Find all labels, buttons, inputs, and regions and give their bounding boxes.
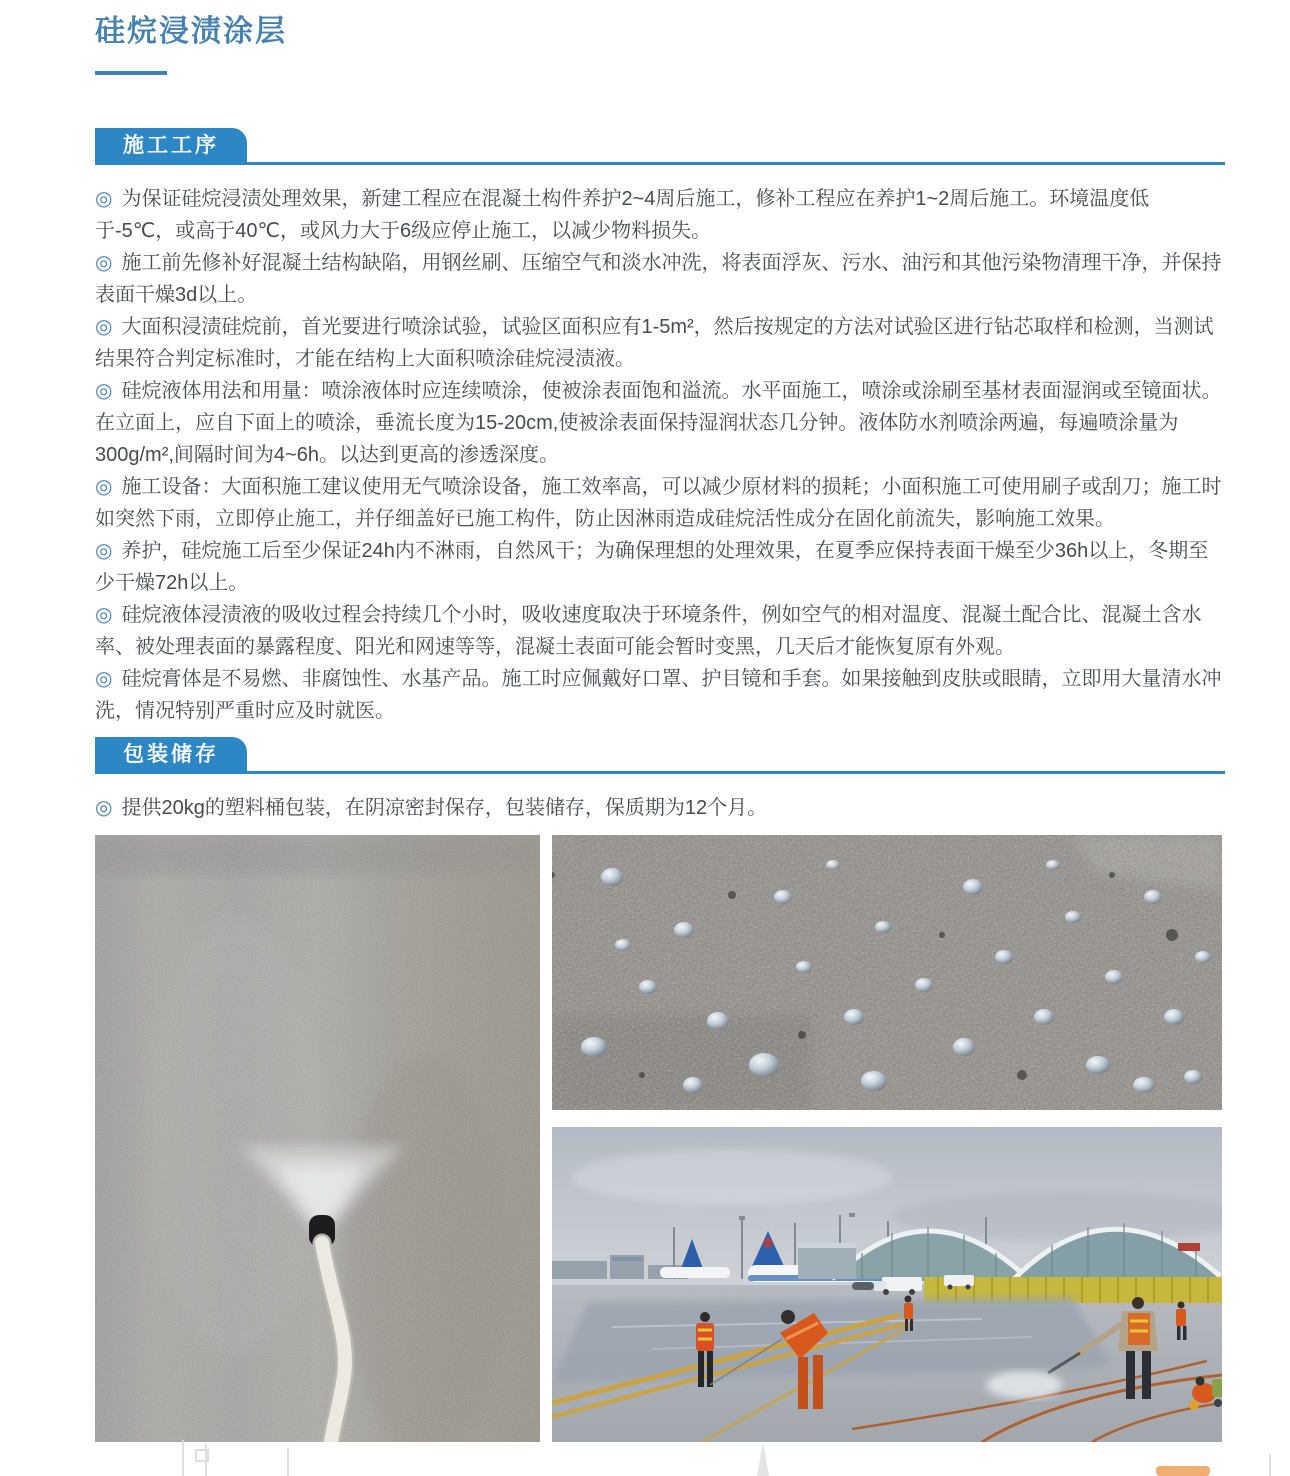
storage-bullet-list: [95, 792, 1225, 824]
bullet-text: 养护，硅烷施工后至少保证24h内不淋雨，自然风干；为确保理想的处理效果，在夏季应保持表面干燥至少36h以上，冬期至少干燥72h以上。: [95, 540, 1209, 594]
photo-column-right: [552, 835, 1222, 1442]
bullet-marker-icon: ◎: [95, 797, 113, 819]
bullet-marker-icon: ◎: [95, 540, 113, 562]
list-item: [95, 375, 1225, 471]
list-item: [95, 663, 1225, 727]
section-header-storage: [95, 737, 1225, 774]
bullet-marker-icon: ◎: [95, 380, 113, 402]
watermark-logo-fragment: [1156, 1466, 1210, 1476]
bullet-marker-icon: ◎: [95, 316, 113, 338]
bullet-marker-icon: ◎: [95, 668, 113, 690]
bullet-text: 为保证硅烷浸渍处理效果，新建工程应在混凝土构件养护2~4周后施工，修补工程应在养护1~2周后施工。环境温度低于-5℃，或高于40℃，或风力大于6级应停止施工，以减少物料损失。: [95, 188, 1150, 242]
section-header-construction: [95, 128, 1225, 165]
content-column: [95, 0, 1225, 1442]
airport-scene-illustration: [552, 1127, 1222, 1442]
terminal-sign: [1178, 1243, 1200, 1251]
bullet-text: 提供20kg的塑料桶包装，在阴凉密封保存，包装储存，保质期为12个月。: [121, 797, 768, 819]
list-item: [95, 471, 1225, 535]
list-item: [95, 311, 1225, 375]
bullet-text: 硅烷膏体是不易燃、非腐蚀性、水基产品。施工时应佩戴好口罩、护目镜和手套。如果接触到皮肤或眼睛，立即用大量清水冲洗，情况特别严重时应及时就医。: [95, 668, 1222, 722]
spray-wall-illustration: [95, 835, 540, 1442]
page-title: 硅烷浸渍涂层: [95, 15, 287, 48]
footer-watermark: [0, 1440, 1290, 1476]
photo-gallery: [95, 835, 1225, 1442]
spray-water-mist: [986, 1371, 1062, 1399]
bullet-text: 施工前先修补好混凝土结构缺陷，用钢丝刷、压缩空气和淡水冲洗，将表面浮灰、污水、油污和其他污染物清理干净，并保持表面干燥3d以上。: [95, 252, 1222, 306]
photo-water-beads: [552, 835, 1222, 1110]
bullet-text: 硅烷液体用法和用量：喷涂液体时应连续喷涂，使被涂表面饱和溢流。水平面施工，喷涂或涂刷至基材表面湿润或至镜面状。在立面上，应自下面上的喷涂，垂流长度为15-20cm,使被涂表面保持湿润状态几分钟。液体防水剂喷涂两遍，每遍喷涂量为300g/m²,间隔时间为4~6h。以达到更高的渗透深度。: [95, 380, 1222, 466]
list-item: [95, 599, 1225, 663]
bullet-text: 大面积浸渍硅烷前，首光要进行喷涂试验，试验区面积应有1-5m²，然后按规定的方法对试验区进行钻芯取样和检测，当测试结果符合判定标准时，才能在结构上大面积喷涂硅烷浸渍液。: [95, 316, 1214, 370]
bullet-text: 硅烷液体浸渍液的吸收过程会持续几个小时，吸收速度取决于环境条件，例如空气的相对温度、混凝土配合比、混凝土含水率、被处理表面的暴露程度、阳光和网速等等，混凝土表面可能会暂时变黑，几天后才能恢复原有外观。: [95, 604, 1202, 658]
section-badge-construction: 施工工序: [95, 128, 247, 162]
list-item: [95, 792, 1225, 824]
title-underline: [95, 71, 167, 75]
list-item: [95, 247, 1225, 311]
list-item: [95, 535, 1225, 599]
photo-spray-wall: [95, 835, 540, 1442]
construction-bullet-list: [95, 183, 1225, 727]
photo-airport-apron: [552, 1127, 1222, 1442]
bullet-marker-icon: ◎: [95, 252, 113, 274]
watermark-tower: [757, 1442, 769, 1476]
bullet-marker-icon: ◎: [95, 476, 113, 498]
bullet-marker-icon: ◎: [95, 604, 113, 626]
water-beads-illustration: [552, 835, 1222, 1110]
bullet-text: 施工设备：大面积施工建议使用无气喷涂设备，施工效率高，可以减少原材料的损耗；小面积施工可使用刷子或刮刀；施工时如突然下雨，立即停止施工，并仔细盖好已施工构件，防止因淋雨造成硅烷活性成分在固化前流失，影响施工效果。: [95, 476, 1222, 530]
bullet-marker-icon: ◎: [95, 188, 113, 210]
section-badge-storage: 包装储存: [95, 737, 247, 771]
list-item: [95, 183, 1225, 247]
